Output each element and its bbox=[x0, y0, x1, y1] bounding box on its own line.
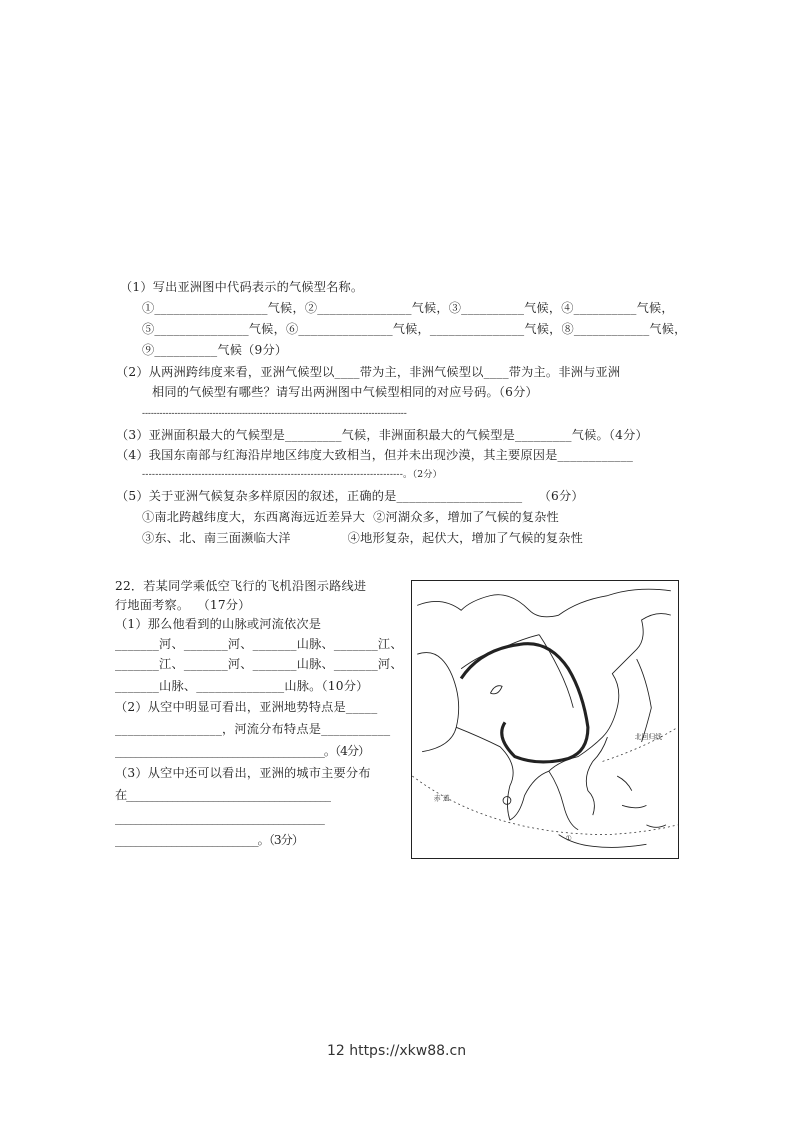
q21-option: ③东、北、南三面濒临大洋 ④地形复杂，起伏大，增加了气候的复杂性 bbox=[142, 531, 584, 545]
q21-line: （4）我国东南部与红海沿岸地区纬度大致相当，但并未出现沙漠，其主要原因是____________ bbox=[116, 448, 634, 462]
map-drawing bbox=[412, 581, 678, 858]
flight-route bbox=[461, 644, 588, 762]
q21-line: （5）关于亚洲气候复杂多样原因的叙述，正确的是____________________ （6分） bbox=[116, 489, 584, 503]
q21-line: （2）从两洲跨纬度来看，亚洲气候型以____带为主，非洲气候型以____带为主。非洲与亚洲 bbox=[116, 365, 621, 379]
q22-line: （1）那么他看到的山脉或河流依次是 bbox=[115, 617, 322, 631]
q21-line: ①__________________气候，②_______________气候，③__________气候，④__________气候， bbox=[142, 301, 674, 315]
q22-line: 在________________________________________ bbox=[115, 788, 330, 802]
q22-line: 22．若某同学乘低空飞行的飞机沿图示路线进 bbox=[115, 579, 367, 593]
q22-line: （2）从空中明显可看出，亚洲地势特点是_____ bbox=[115, 700, 378, 714]
q21-line: -------------------------------------------------------------------------------。（2分） bbox=[142, 469, 443, 480]
tropic-label: 北回归线 bbox=[634, 733, 662, 742]
equator-label: 赤 道 bbox=[433, 794, 450, 803]
q22-line: 行地面考察。 （17分） bbox=[115, 598, 251, 612]
q21-line: （1）写出亚洲图中代码表示的气候型名称。 bbox=[120, 280, 364, 294]
asia-route-map bbox=[411, 580, 679, 859]
q22-line: ____________________________。（3分） bbox=[115, 833, 304, 847]
q22-line: _______江、_______河、_______山脉、_______河、 bbox=[115, 657, 403, 671]
answer-line: ------------------------------------------------------------------------------------------ bbox=[142, 409, 407, 419]
q22-line: _________________________________________。（4分） bbox=[115, 744, 370, 758]
map-marker: ① bbox=[565, 834, 572, 843]
q22-line: _________________，河流分布特点是___________ bbox=[115, 722, 391, 736]
q22-line: （3）从空中还可以看出，亚洲的城市主要分布 bbox=[115, 766, 371, 780]
q22-line: _______山脉、______________山脉。（10分） bbox=[115, 679, 369, 693]
q21-line: ⑤_______________气候，⑥_______________气候，_______________气候，⑧____________气候， bbox=[142, 322, 687, 336]
q21-line: ⑨__________气候（9分） bbox=[142, 343, 288, 357]
page-footer: 12 https://xkw88.cn bbox=[326, 1043, 467, 1059]
q21-line: （3）亚洲面积最大的气候型是_________气候，非洲面积最大的气候型是_________气候。（4分） bbox=[116, 428, 648, 442]
q21-line: 相同的气候型有哪些？请写出两洲图中气候型相同的对应号码。（6分） bbox=[152, 385, 538, 399]
q22-line: _______河、_______河、_______山脉、_______江、 bbox=[115, 637, 403, 651]
q22-line: _________________________________________ bbox=[115, 811, 324, 825]
q21-option: ①南北跨越纬度大，东西离海远近差异大 ②河湖众多，增加了气候的复杂性 bbox=[142, 510, 559, 524]
